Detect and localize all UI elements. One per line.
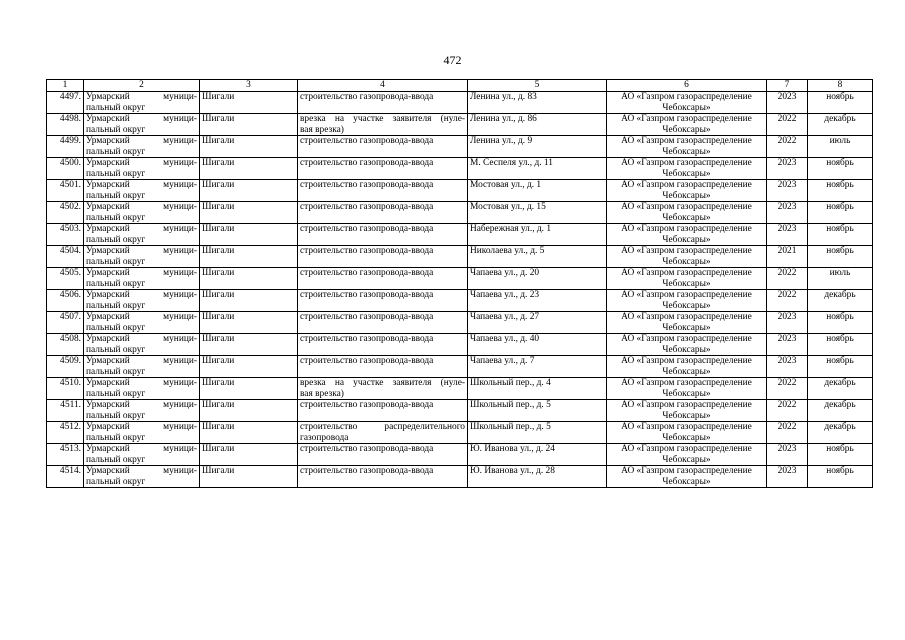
row-number: 4505. xyxy=(47,268,84,290)
settlement-cell: Шигали xyxy=(200,356,298,378)
district-line-2: пальный округ xyxy=(86,410,146,421)
work-type-cell xyxy=(298,92,468,114)
organization-line-1: АО «Газпром газораспределение xyxy=(621,202,752,212)
district-cell xyxy=(84,92,200,114)
district-line-2: пальный округ xyxy=(86,124,146,135)
settlement-cell: Шигали xyxy=(200,444,298,466)
header-cell: 7 xyxy=(767,80,808,92)
year-cell: 2023 xyxy=(767,224,808,246)
year-cell: 2023 xyxy=(767,334,808,356)
year-cell: 2023 xyxy=(767,202,808,224)
district-line-1: Урмарский муници- xyxy=(86,224,197,234)
organization-line-2: Чебоксары» xyxy=(662,366,711,377)
organization-cell xyxy=(607,444,767,466)
table-row xyxy=(47,378,873,400)
organization-line-1: АО «Газпром газораспределение xyxy=(621,356,752,366)
district-line-1: Урмарский муници- xyxy=(86,268,197,278)
work-type-line-1: строительство газопровода-ввода xyxy=(300,312,434,322)
work-type-cell xyxy=(298,444,468,466)
organization-cell xyxy=(607,224,767,246)
table-row xyxy=(47,312,873,334)
organization-cell xyxy=(607,158,767,180)
address-cell: Школьный пер., д. 5 xyxy=(468,422,607,444)
work-type-cell xyxy=(298,400,468,422)
table-row xyxy=(47,114,873,136)
district-cell xyxy=(84,202,200,224)
work-type-cell xyxy=(298,136,468,158)
settlement-cell: Шигали xyxy=(200,202,298,224)
work-type-cell xyxy=(298,312,468,334)
month-cell: ноябрь xyxy=(808,180,873,202)
organization-line-1: АО «Газпром газораспределение xyxy=(621,246,752,256)
organization-line-1: АО «Газпром газораспределение xyxy=(621,268,752,278)
year-cell: 2022 xyxy=(767,378,808,400)
organization-line-2: Чебоксары» xyxy=(662,344,711,355)
work-type-cell xyxy=(298,466,468,488)
district-line-1: Урмарский муници- xyxy=(86,202,197,212)
organization-line-2: Чебоксары» xyxy=(662,212,711,223)
page-number: 472 xyxy=(443,53,462,67)
district-cell xyxy=(84,268,200,290)
month-cell: ноябрь xyxy=(808,224,873,246)
organization-cell xyxy=(607,136,767,158)
work-type-line-2: газопровода xyxy=(300,432,349,443)
organization-cell xyxy=(607,422,767,444)
district-line-2: пальный округ xyxy=(86,300,146,311)
organization-line-1: АО «Газпром газораспределение xyxy=(621,422,752,432)
organization-line-2: Чебоксары» xyxy=(662,234,711,245)
organization-line-2: Чебоксары» xyxy=(662,124,711,135)
work-type-cell xyxy=(298,356,468,378)
month-cell: декабрь xyxy=(808,422,873,444)
table-row xyxy=(47,400,873,422)
address-cell: Мостовая ул., д. 1 xyxy=(468,180,607,202)
year-cell: 2022 xyxy=(767,114,808,136)
row-number: 4501. xyxy=(47,180,84,202)
row-number: 4514. xyxy=(47,466,84,488)
address-cell: Школьный пер., д. 5 xyxy=(468,400,607,422)
district-cell xyxy=(84,180,200,202)
organization-line-1: АО «Газпром газораспределение xyxy=(621,334,752,344)
district-line-2: пальный округ xyxy=(86,256,146,267)
district-cell xyxy=(84,356,200,378)
address-cell: Чапаева ул., д. 40 xyxy=(468,334,607,356)
table-row xyxy=(47,180,873,202)
work-type-line-1: строительство газопровода-ввода xyxy=(300,400,434,410)
work-type-cell xyxy=(298,378,468,400)
month-cell: ноябрь xyxy=(808,158,873,180)
district-line-1: Урмарский муници- xyxy=(86,136,197,146)
work-type-line-1: строительство газопровода-ввода xyxy=(300,356,434,366)
address-cell: Ленина ул., д. 83 xyxy=(468,92,607,114)
settlement-cell: Шигали xyxy=(200,334,298,356)
table-row xyxy=(47,92,873,114)
address-cell: Ю. Иванова ул., д. 28 xyxy=(468,466,607,488)
table-row xyxy=(47,290,873,312)
district-line-1: Урмарский муници- xyxy=(86,92,197,102)
row-number: 4497. xyxy=(47,92,84,114)
work-type-line-1: строительство распределительного xyxy=(300,422,465,432)
registry-table xyxy=(46,79,873,488)
settlement-cell: Шигали xyxy=(200,246,298,268)
address-cell: Мостовая ул., д. 15 xyxy=(468,202,607,224)
district-line-1: Урмарский муници- xyxy=(86,246,197,256)
year-cell: 2023 xyxy=(767,158,808,180)
table-row xyxy=(47,334,873,356)
district-cell xyxy=(84,224,200,246)
organization-line-2: Чебоксары» xyxy=(662,476,711,487)
organization-cell xyxy=(607,290,767,312)
address-cell: Ленина ул., д. 9 xyxy=(468,136,607,158)
table-row xyxy=(47,136,873,158)
table-row xyxy=(47,268,873,290)
organization-line-1: АО «Газпром газораспределение xyxy=(621,466,752,476)
year-cell: 2022 xyxy=(767,290,808,312)
district-line-1: Урмарский муници- xyxy=(86,422,197,432)
header-row xyxy=(47,80,873,92)
month-cell: ноябрь xyxy=(808,202,873,224)
organization-cell xyxy=(607,268,767,290)
header-cell: 1 xyxy=(47,80,84,92)
organization-line-1: АО «Газпром газораспределение xyxy=(621,92,752,102)
work-type-cell xyxy=(298,114,468,136)
organization-line-2: Чебоксары» xyxy=(662,146,711,157)
settlement-cell: Шигали xyxy=(200,268,298,290)
district-line-1: Урмарский муници- xyxy=(86,180,197,190)
district-line-1: Урмарский муници- xyxy=(86,114,197,124)
month-cell: декабрь xyxy=(808,378,873,400)
settlement-cell: Шигали xyxy=(200,400,298,422)
organization-line-1: АО «Газпром газораспределение xyxy=(621,136,752,146)
organization-cell xyxy=(607,312,767,334)
month-cell: ноябрь xyxy=(808,356,873,378)
work-type-cell xyxy=(298,246,468,268)
organization-cell xyxy=(607,92,767,114)
settlement-cell: Шигали xyxy=(200,312,298,334)
district-cell xyxy=(84,114,200,136)
year-cell: 2022 xyxy=(767,136,808,158)
work-type-cell xyxy=(298,268,468,290)
organization-cell xyxy=(607,202,767,224)
work-type-line-1: строительство газопровода-ввода xyxy=(300,290,434,300)
district-cell xyxy=(84,312,200,334)
settlement-cell: Шигали xyxy=(200,378,298,400)
district-cell xyxy=(84,466,200,488)
address-cell: Николаева ул., д. 5 xyxy=(468,246,607,268)
table-row xyxy=(47,158,873,180)
row-number: 4500. xyxy=(47,158,84,180)
district-line-1: Урмарский муници- xyxy=(86,400,197,410)
settlement-cell: Шигали xyxy=(200,422,298,444)
district-line-2: пальный округ xyxy=(86,168,146,179)
header-cell: 2 xyxy=(84,80,200,92)
row-number: 4508. xyxy=(47,334,84,356)
month-cell: ноябрь xyxy=(808,92,873,114)
district-line-2: пальный округ xyxy=(86,344,146,355)
work-type-cell xyxy=(298,202,468,224)
row-number: 4503. xyxy=(47,224,84,246)
row-number: 4507. xyxy=(47,312,84,334)
header-cell: 5 xyxy=(468,80,607,92)
district-cell xyxy=(84,400,200,422)
work-type-cell xyxy=(298,290,468,312)
table-row xyxy=(47,356,873,378)
district-line-2: пальный округ xyxy=(86,234,146,245)
month-cell: ноябрь xyxy=(808,444,873,466)
row-number: 4511. xyxy=(47,400,84,422)
district-cell xyxy=(84,290,200,312)
work-type-cell xyxy=(298,180,468,202)
district-line-2: пальный округ xyxy=(86,476,146,487)
row-number: 4498. xyxy=(47,114,84,136)
organization-line-2: Чебоксары» xyxy=(662,256,711,267)
row-number: 4502. xyxy=(47,202,84,224)
district-line-1: Урмарский муници- xyxy=(86,356,197,366)
organization-cell xyxy=(607,400,767,422)
year-cell: 2023 xyxy=(767,356,808,378)
year-cell: 2023 xyxy=(767,444,808,466)
work-type-line-1: строительство газопровода-ввода xyxy=(300,92,434,102)
header-cell: 3 xyxy=(200,80,298,92)
organization-line-2: Чебоксары» xyxy=(662,278,711,289)
organization-line-2: Чебоксары» xyxy=(662,410,711,421)
organization-line-2: Чебоксары» xyxy=(662,454,711,465)
organization-line-1: АО «Газпром газораспределение xyxy=(621,378,752,388)
organization-line-2: Чебоксары» xyxy=(662,322,711,333)
work-type-line-1: врезка на участке заявителя (нуле- xyxy=(300,378,465,388)
month-cell: ноябрь xyxy=(808,312,873,334)
organization-line-2: Чебоксары» xyxy=(662,168,711,179)
address-cell: Ленина ул., д. 86 xyxy=(468,114,607,136)
district-line-1: Урмарский муници- xyxy=(86,444,197,454)
settlement-cell: Шигали xyxy=(200,136,298,158)
address-cell: Чапаева ул., д. 7 xyxy=(468,356,607,378)
settlement-cell: Шигали xyxy=(200,114,298,136)
row-number: 4509. xyxy=(47,356,84,378)
table-row xyxy=(47,444,873,466)
work-type-line-1: строительство газопровода-ввода xyxy=(300,180,434,190)
organization-cell xyxy=(607,466,767,488)
year-cell: 2022 xyxy=(767,400,808,422)
organization-cell xyxy=(607,246,767,268)
month-cell: декабрь xyxy=(808,290,873,312)
district-line-2: пальный округ xyxy=(86,388,146,399)
district-line-1: Урмарский муници- xyxy=(86,378,197,388)
organization-line-2: Чебоксары» xyxy=(662,432,711,443)
row-number: 4499. xyxy=(47,136,84,158)
work-type-line-1: строительство газопровода-ввода xyxy=(300,224,434,234)
district-line-1: Урмарский муници- xyxy=(86,290,197,300)
header-cell: 6 xyxy=(607,80,767,92)
table-row xyxy=(47,246,873,268)
district-line-1: Урмарский муници- xyxy=(86,158,197,168)
district-line-2: пальный округ xyxy=(86,102,146,113)
month-cell: июль xyxy=(808,136,873,158)
organization-line-1: АО «Газпром газораспределение xyxy=(621,290,752,300)
work-type-line-2: вая врезка) xyxy=(300,388,344,399)
work-type-cell xyxy=(298,224,468,246)
organization-line-1: АО «Газпром газораспределение xyxy=(621,158,752,168)
year-cell: 2022 xyxy=(767,422,808,444)
work-type-cell xyxy=(298,334,468,356)
table-row xyxy=(47,224,873,246)
district-line-1: Урмарский муници- xyxy=(86,334,197,344)
organization-line-2: Чебоксары» xyxy=(662,300,711,311)
district-line-2: пальный округ xyxy=(86,190,146,201)
month-cell: июль xyxy=(808,268,873,290)
address-cell: Чапаева ул., д. 23 xyxy=(468,290,607,312)
month-cell: ноябрь xyxy=(808,246,873,268)
settlement-cell: Шигали xyxy=(200,224,298,246)
year-cell: 2023 xyxy=(767,466,808,488)
organization-cell xyxy=(607,114,767,136)
settlement-cell: Шигали xyxy=(200,158,298,180)
table-row xyxy=(47,422,873,444)
work-type-line-1: строительство газопровода-ввода xyxy=(300,334,434,344)
district-cell xyxy=(84,158,200,180)
work-type-line-1: строительство газопровода-ввода xyxy=(300,444,434,454)
month-cell: ноябрь xyxy=(808,334,873,356)
address-cell: Школьный пер., д. 4 xyxy=(468,378,607,400)
organization-cell xyxy=(607,378,767,400)
year-cell: 2021 xyxy=(767,246,808,268)
organization-line-2: Чебоксары» xyxy=(662,102,711,113)
address-cell: Чапаева ул., д. 20 xyxy=(468,268,607,290)
district-line-2: пальный округ xyxy=(86,322,146,333)
organization-cell xyxy=(607,334,767,356)
organization-line-2: Чебоксары» xyxy=(662,190,711,201)
organization-line-1: АО «Газпром газораспределение xyxy=(621,180,752,190)
month-cell: ноябрь xyxy=(808,466,873,488)
address-cell: Набережная ул., д. 1 xyxy=(468,224,607,246)
month-cell: декабрь xyxy=(808,114,873,136)
work-type-line-1: строительство газопровода-ввода xyxy=(300,202,434,212)
address-cell: Ю. Иванова ул., д. 24 xyxy=(468,444,607,466)
year-cell: 2022 xyxy=(767,268,808,290)
settlement-cell: Шигали xyxy=(200,290,298,312)
row-number: 4510. xyxy=(47,378,84,400)
district-line-1: Урмарский муници- xyxy=(86,312,197,322)
settlement-cell: Шигали xyxy=(200,466,298,488)
district-cell xyxy=(84,444,200,466)
district-line-2: пальный округ xyxy=(86,432,146,443)
district-cell xyxy=(84,334,200,356)
organization-cell xyxy=(607,356,767,378)
organization-cell xyxy=(607,180,767,202)
work-type-line-1: строительство газопровода-ввода xyxy=(300,158,434,168)
work-type-line-1: строительство газопровода-ввода xyxy=(300,246,434,256)
district-cell xyxy=(84,136,200,158)
year-cell: 2023 xyxy=(767,180,808,202)
organization-line-2: Чебоксары» xyxy=(662,388,711,399)
address-cell: Чапаева ул., д. 27 xyxy=(468,312,607,334)
header-cell: 4 xyxy=(298,80,468,92)
district-line-2: пальный округ xyxy=(86,212,146,223)
work-type-line-1: врезка на участке заявителя (нуле- xyxy=(300,114,465,124)
district-line-1: Урмарский муници- xyxy=(86,466,197,476)
table-row xyxy=(47,466,873,488)
work-type-line-1: строительство газопровода-ввода xyxy=(300,136,434,146)
header-cell: 8 xyxy=(808,80,873,92)
district-line-2: пальный округ xyxy=(86,146,146,157)
row-number: 4506. xyxy=(47,290,84,312)
work-type-line-1: строительство газопровода-ввода xyxy=(300,268,434,278)
district-cell xyxy=(84,246,200,268)
work-type-line-2: вая врезка) xyxy=(300,124,344,135)
work-type-cell xyxy=(298,422,468,444)
organization-line-1: АО «Газпром газораспределение xyxy=(621,114,752,124)
row-number: 4512. xyxy=(47,422,84,444)
row-number: 4504. xyxy=(47,246,84,268)
work-type-cell xyxy=(298,158,468,180)
organization-line-1: АО «Газпром газораспределение xyxy=(621,400,752,410)
organization-line-1: АО «Газпром газораспределение xyxy=(621,312,752,322)
district-line-2: пальный округ xyxy=(86,278,146,289)
organization-line-1: АО «Газпром газораспределение xyxy=(621,444,752,454)
settlement-cell: Шигали xyxy=(200,92,298,114)
district-line-2: пальный округ xyxy=(86,454,146,465)
row-number: 4513. xyxy=(47,444,84,466)
organization-line-1: АО «Газпром газораспределение xyxy=(621,224,752,234)
table-row xyxy=(47,202,873,224)
district-cell xyxy=(84,422,200,444)
settlement-cell: Шигали xyxy=(200,180,298,202)
work-type-line-1: строительство газопровода-ввода xyxy=(300,466,434,476)
address-cell: М. Сеспеля ул., д. 11 xyxy=(468,158,607,180)
district-cell xyxy=(84,378,200,400)
year-cell: 2023 xyxy=(767,312,808,334)
month-cell: декабрь xyxy=(808,400,873,422)
year-cell: 2023 xyxy=(767,92,808,114)
district-line-2: пальный округ xyxy=(86,366,146,377)
